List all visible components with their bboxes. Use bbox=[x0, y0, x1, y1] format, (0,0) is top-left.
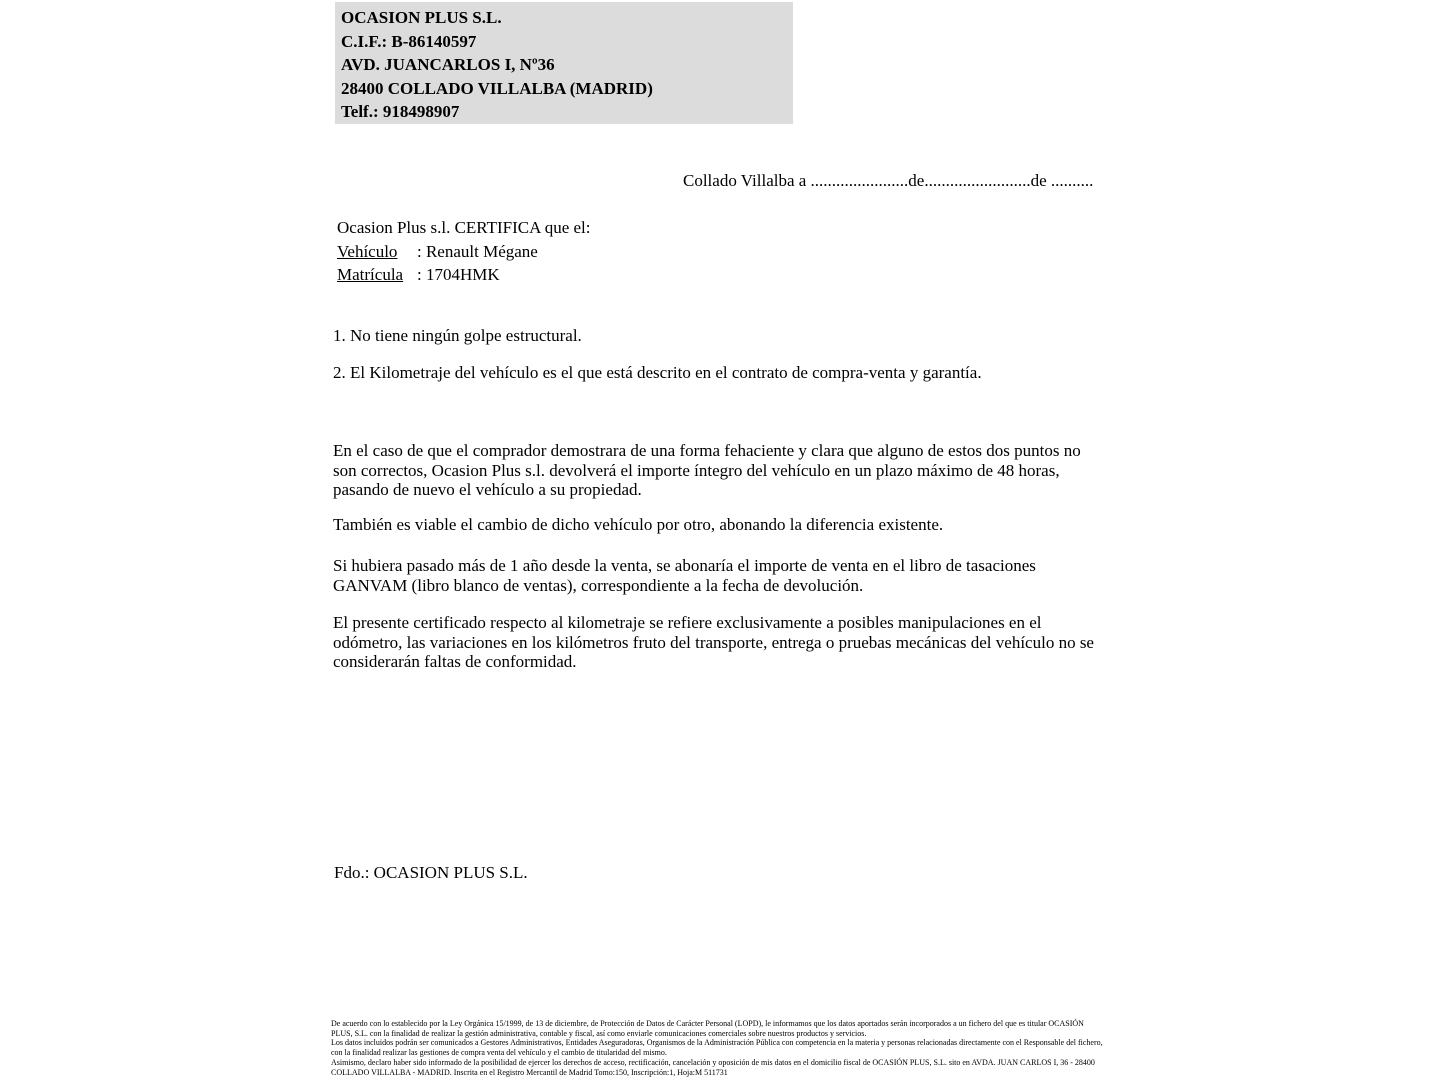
company-name: OCASION PLUS S.L. bbox=[341, 8, 502, 27]
paragraph-exchange: También es viable el cambio de dicho vehículo por otro, abonando la diferencia existente. bbox=[333, 515, 944, 534]
paragraph-refund: En el caso de que el comprador demostrara de una forma fehaciente y clara que alguno de estos dos puntos no son correctos, Ocasion Plus s.l. devolverá el importe íntegro del vehículo en un plazo máximo de 48 horas, pasando de nuevo el vehículo a su propiedad. bbox=[333, 441, 1081, 500]
vehicle-label: Vehículo bbox=[337, 241, 398, 261]
paragraph-ganvam: Si hubiera pasado más de 1 año desde la venta, se abonaría el importe de venta en el libro de tasaciones GANVAM (libro blanco de ventas), correspondiente a la fecha de devolución. bbox=[333, 556, 1036, 595]
point-1: 1. No tiene ningún golpe estructural. bbox=[333, 326, 582, 345]
signature-line: Fdo.: OCASION PLUS S.L. bbox=[334, 863, 528, 882]
certification-block bbox=[337, 216, 591, 287]
vehicle-value: : Renault Mégane bbox=[417, 241, 538, 261]
point-2: 2. El Kilometraje del vehículo es el que está descrito en el contrato de compra-venta y garantía. bbox=[333, 363, 982, 382]
plate-value: : 1704HMK bbox=[417, 265, 500, 284]
plate-line bbox=[337, 263, 591, 287]
date-line: Collado Villalba a .......................de.........................de .......... bbox=[683, 171, 1094, 190]
company-cif: C.I.F.: B-86140597 bbox=[341, 31, 477, 51]
company-header-box bbox=[335, 2, 793, 124]
paragraph-odometer: El presente certificado respecto al kilometraje se refiere exclusivamente a posibles manipulaciones en el odómetro, las variaciones en los kilómetros fruto del transporte, entrega o pruebas mecánicas del vehículo no se considerarán faltas de conformidad. bbox=[333, 613, 1094, 672]
legal-footer bbox=[331, 1019, 1103, 1077]
legal-footer-paragraph-lopd: De acuerdo con lo establecido por la Ley Orgánica 15/1999, de 13 de diciembre, de Protección de Datos de Carácter Personal (LOPD), le informamos que los datos aportados serán incorporados a un fichero del que es titular OCASIÓN PLUS, S.L. con la finalidad de realizar la gestión administrativa, contable y fiscal, así como enviarle comunicaciones comerciales sobre nuestros productos y servicios. bbox=[331, 1019, 1084, 1038]
legal-footer-paragraph-data-sharing: Los datos incluidos podrán ser comunicados a Gestores Administrativos, Entidades Aseguradoras, Organismos de la Administración Pública con competencia en la materia y personas relacionadas directamente con el Responsable del fichero, con la finalidad realizar las gestiones de compra venta del vehículo y el cambio de titularidad del mismo. bbox=[331, 1038, 1103, 1058]
company-address: AVD. JUANCARLOS I, Nº36 bbox=[341, 55, 555, 74]
vehicle-line bbox=[337, 240, 591, 264]
legal-footer-paragraph-rights: Asimismo, declaro haber sido informado de la posibilidad de ejercer los derechos de acceso, rectificación, cancelación y oposición de mis datos en el domicilio fiscal de OCASIÓN PLUS, S.L. sito en AVDA. JUAN CARLOS I, 36 - 28400 COLLADO VILLALBA - MADRID. Inscrita en el Registro Mercantil de Madrid Tomo:150, Inscripción:1, Hoja:M 511731 bbox=[331, 1057, 1095, 1077]
plate-label: Matrícula bbox=[337, 265, 404, 284]
certification-intro: Ocasion Plus s.l. CERTIFICA que el: bbox=[337, 218, 591, 237]
company-phone: Telf.: 918498907 bbox=[341, 102, 460, 121]
company-city: 28400 COLLADO VILLALBA (MADRID) bbox=[341, 78, 653, 98]
